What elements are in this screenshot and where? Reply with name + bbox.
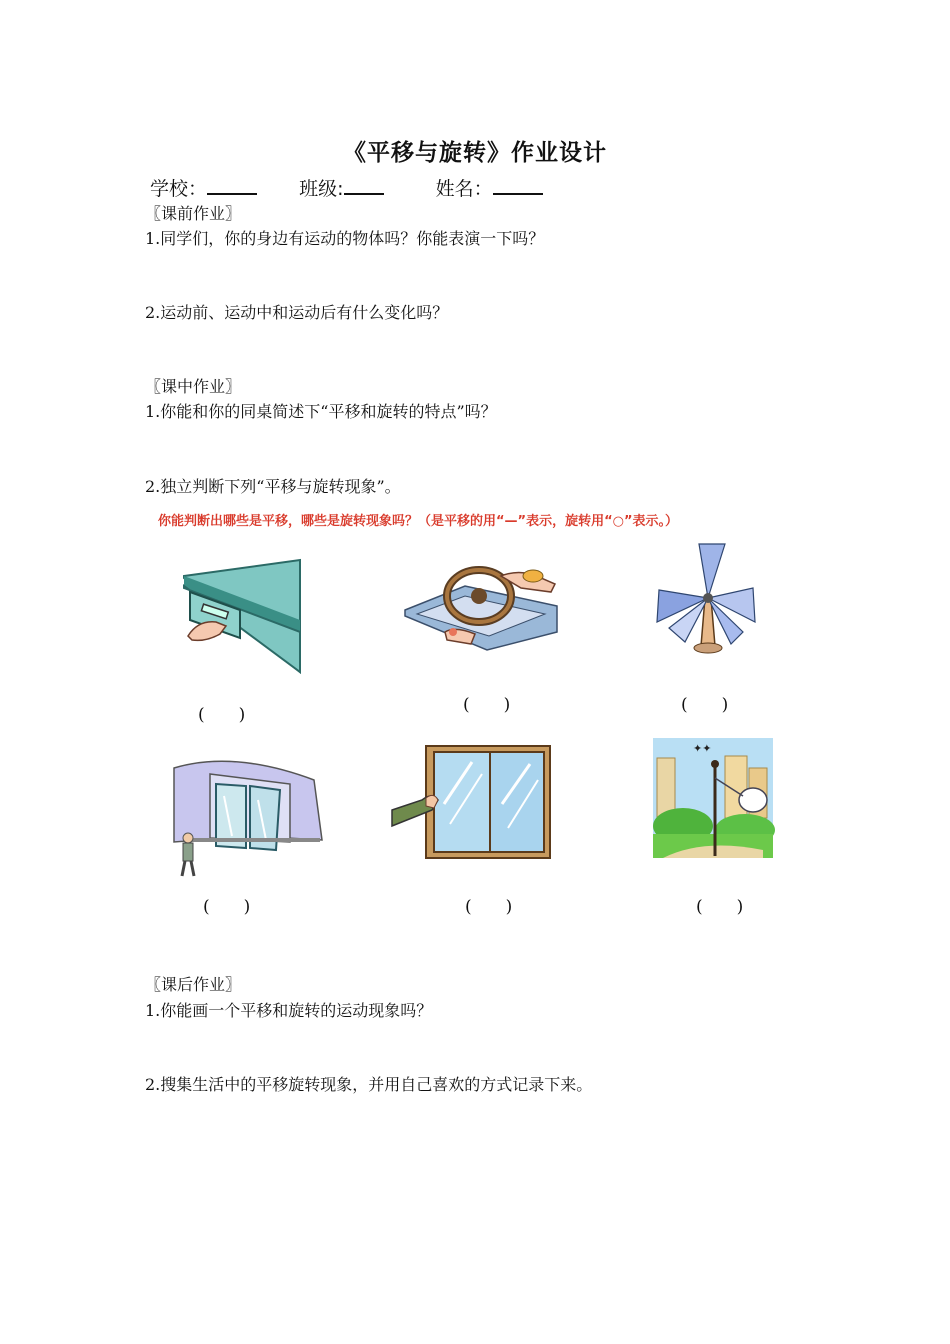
svg-text:✦✦: ✦✦ [693, 742, 712, 755]
answer-blank-6[interactable]: ( ) [696, 897, 744, 917]
after-class-header: 〖课后作业〗 [145, 975, 242, 994]
instruction-text: 你能判断出哪些是平移，哪些是旋转现象吗？（是平移的用“—”表示，旋转用“○”表示。） [158, 514, 679, 529]
mid-q1: 1.你能和你的同桌简述下“平移和旋转的特点”吗？ [145, 402, 497, 421]
school-blank[interactable] [207, 175, 257, 195]
page-title: 《平移与旋转》作业设计 [343, 140, 607, 166]
pre-class-header: 〖课前作业〗 [145, 204, 242, 223]
answer-blank-5[interactable]: ( ) [465, 897, 513, 917]
pinwheel-icon [655, 542, 760, 658]
class-label: 班级: [299, 178, 344, 200]
sliding-window-icon [392, 744, 552, 862]
drawer-icon [180, 556, 305, 676]
answer-blank-1[interactable]: ( ) [198, 705, 246, 725]
pre-q2: 2.运动前、运动中和运动后有什么变化吗？ [145, 303, 449, 322]
school-label: 学校： [150, 178, 208, 200]
answer-blank-2[interactable]: ( ) [463, 695, 511, 715]
mid-q2: 2.独立判断下列“平移与旋转现象”。 [145, 477, 401, 496]
class-blank[interactable] [344, 175, 384, 195]
steering-wheel-icon [405, 566, 557, 650]
post-q2: 2.搜集生活中的平移旋转现象，并用自己喜欢的方式记录下来。 [145, 1075, 593, 1094]
in-class-header: 〖课中作业〗 [145, 377, 242, 396]
flagpole-icon [653, 738, 773, 858]
post-q1: 1.你能画一个平移和旋转的运动现象吗？ [145, 1001, 433, 1020]
answer-blank-3[interactable]: ( ) [681, 695, 729, 715]
answer-blank-4[interactable]: ( ) [203, 897, 251, 917]
name-blank[interactable] [493, 175, 543, 195]
revolving-door-icon [170, 756, 325, 880]
name-label: 姓名： [435, 178, 493, 200]
pre-q1: 1.同学们，你的身边有运动的物体吗？你能表演一下吗？ [145, 229, 545, 248]
student-info [150, 174, 543, 201]
